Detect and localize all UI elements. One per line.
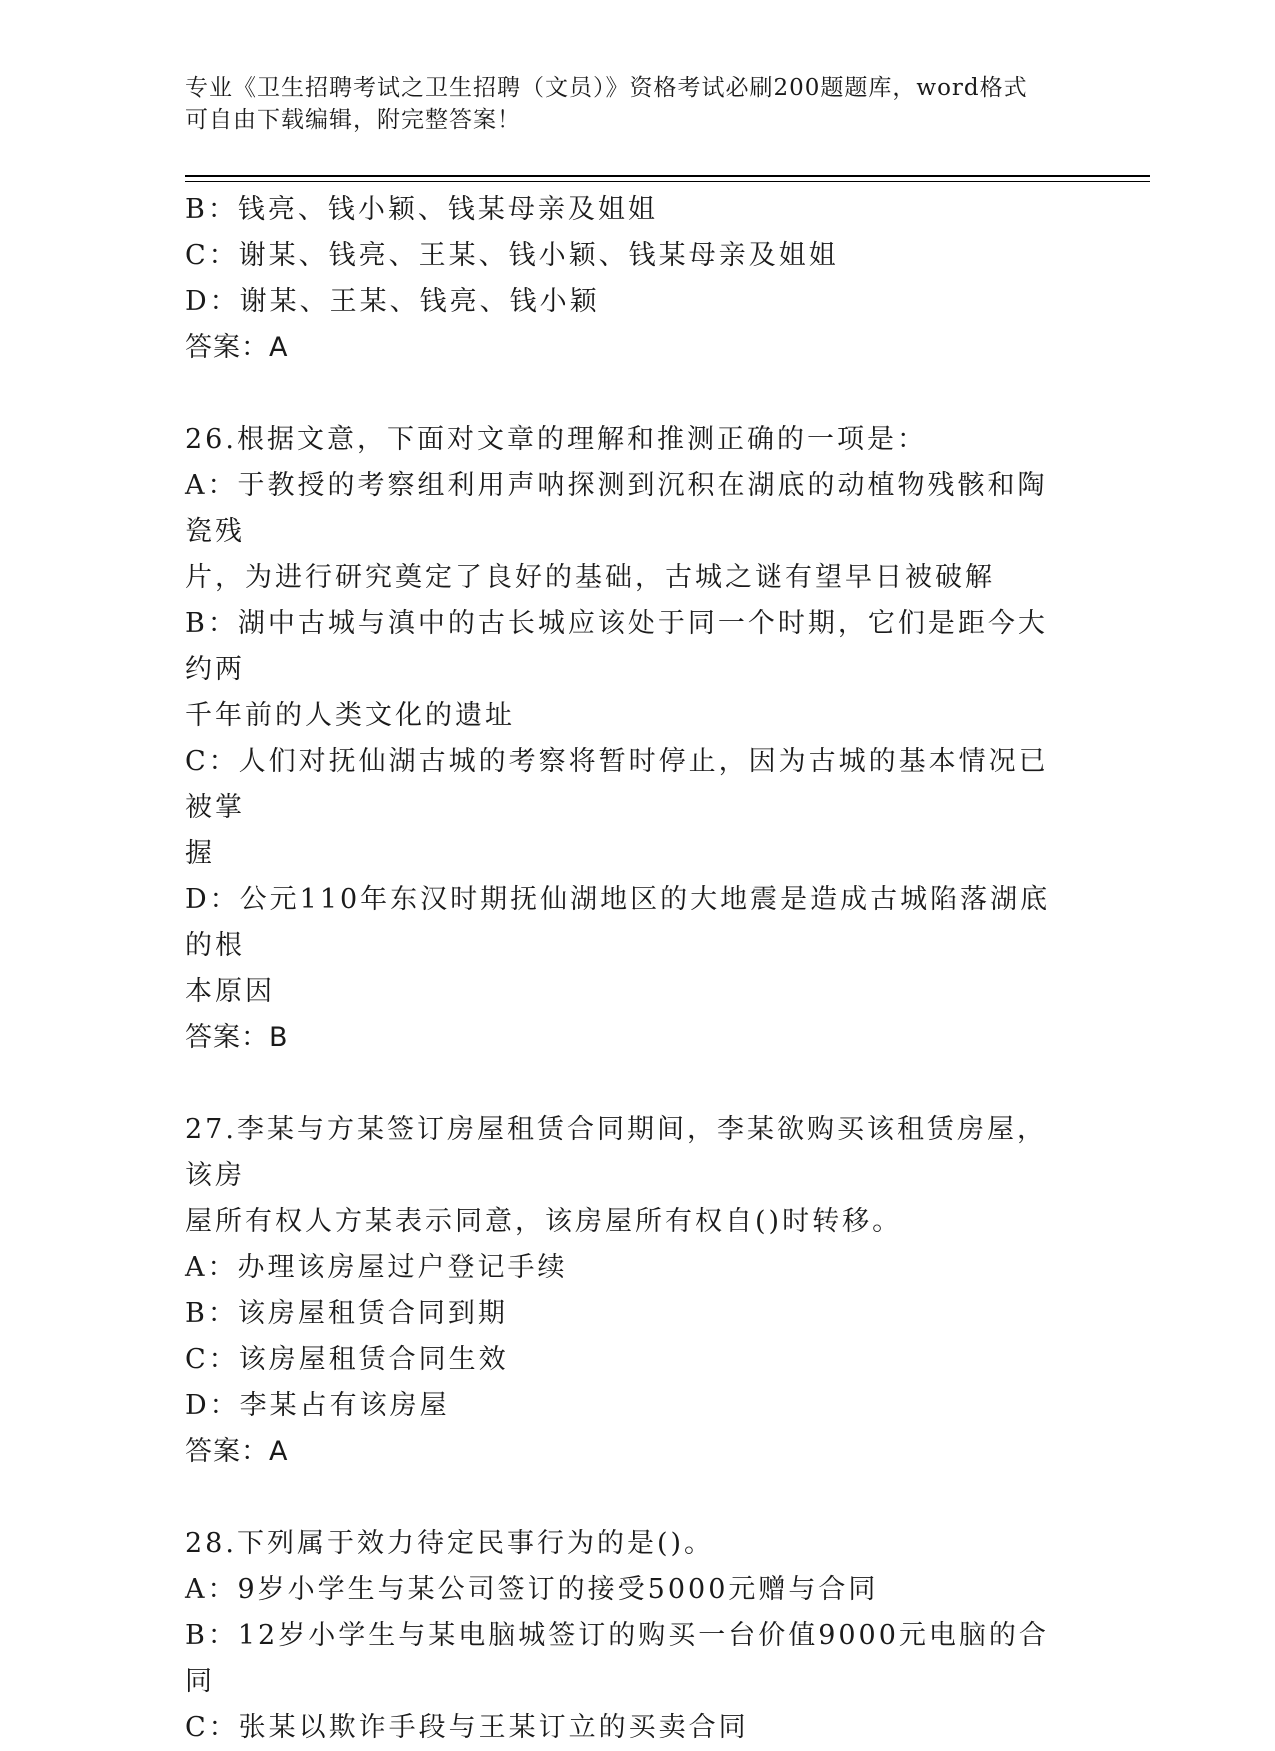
q28-option-b: B：12岁小学生与某电脑城签订的购买一台价值9000元电脑的合同 <box>185 1620 1049 1697</box>
q26-option-b-line-2: 千年前的人类文化的遗址 <box>185 700 515 731</box>
q25-answer: 答案：A <box>185 332 289 363</box>
q26-option-c-line-1: C：人们对抚仙湖古城的考察将暂时停止，因为古城的基本情况已被掌 <box>185 746 1049 823</box>
q25-option-b: B：钱亮、钱小颖、钱某母亲及姐姐 <box>185 194 658 225</box>
q27-option-c: C：该房屋租赁合同生效 <box>185 1344 509 1375</box>
q26-answer: 答案：B <box>185 1022 289 1053</box>
q25-option-d: D：谢某、王某、钱亮、钱小颖 <box>185 286 600 317</box>
q27-option-a: A：办理该房屋过户登记手续 <box>185 1252 568 1283</box>
q27-stem-line-1: 27.李某与方某签订房屋租赁合同期间，李某欲购买该租赁房屋，该房 <box>185 1114 1047 1191</box>
q26-option-b-line-1: B：湖中古城与滇中的古长城应该处于同一个时期，它们是距今大约两 <box>185 608 1048 685</box>
question-25-tail <box>185 187 1075 371</box>
question-26 <box>185 417 1075 1061</box>
q26-option-d-line-1: D：公元110年东汉时期抚仙湖地区的大地震是造成古城陷落湖底的根 <box>185 884 1051 961</box>
question-27 <box>185 1107 1075 1475</box>
q26-option-a-line-1: A：于教授的考察组利用声呐探测到沉积在湖底的动植物残骸和陶瓷残 <box>185 470 1048 547</box>
q26-stem: 26.根据文意，下面对文章的理解和推测正确的一项是： <box>185 424 927 455</box>
header-title-line-2: 可自由下载编辑，附完整答案！ <box>185 107 521 133</box>
q26-option-c-line-2: 握 <box>185 838 215 869</box>
question-28 <box>185 1521 1075 1751</box>
header-divider-thin <box>185 181 1150 182</box>
q27-stem-line-2: 屋所有权人方某表示同意，该房屋所有权自()时转移。 <box>185 1206 903 1237</box>
q27-answer: 答案：A <box>185 1436 289 1467</box>
spacer <box>185 371 1075 417</box>
q28-option-a: A：9岁小学生与某公司签订的接受5000元赠与合同 <box>185 1574 879 1605</box>
spacer <box>185 1475 1075 1521</box>
spacer <box>185 1061 1075 1107</box>
q27-option-b: B：该房屋租赁合同到期 <box>185 1298 508 1329</box>
q27-option-d: D：李某占有该房屋 <box>185 1390 450 1421</box>
q26-option-a-line-2: 片，为进行研究奠定了良好的基础，古城之谜有望早日被破解 <box>185 562 995 593</box>
q28-option-c: C：张某以欺诈手段与王某订立的买卖合同 <box>185 1712 749 1743</box>
q25-option-c: C：谢某、钱亮、王某、钱小颖、钱某母亲及姐姐 <box>185 240 839 271</box>
q26-option-d-line-2: 本原因 <box>185 976 275 1007</box>
header-divider-thick <box>185 175 1150 177</box>
document-header <box>185 72 1065 136</box>
question-content <box>185 187 1075 1751</box>
header-title-line-1: 专业《卫生招聘考试之卫生招聘（文员）》资格考试必刷200题题库，word格式 <box>185 75 1028 101</box>
q28-stem: 28.下列属于效力待定民事行为的是()。 <box>185 1528 715 1559</box>
